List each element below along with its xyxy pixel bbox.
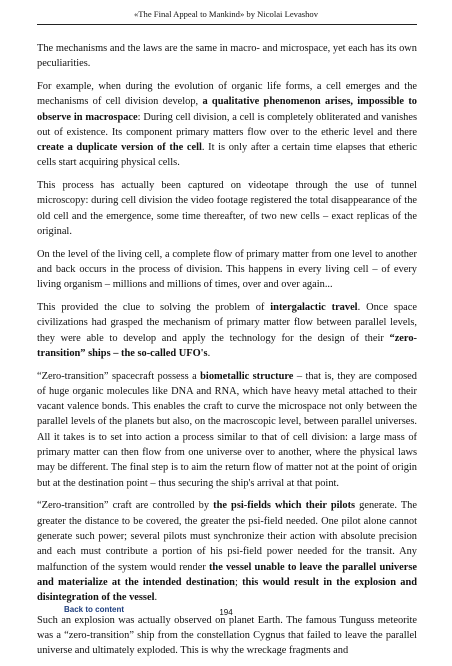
text-run: ; [234,576,243,588]
text-run: The mechanisms and the laws are the same in macro- and microspace, yet each has its own peculiarities. [37,43,417,70]
text-run: . [154,592,158,604]
body-paragraph [37,300,417,361]
text-run: For example, when during the evolution of organic life forms, a cell emerges and the mechanisms of cell division develop, [37,80,417,108]
emphasized-text: a qualitative phenomenon arises, impossible to observe in macrospace [37,96,417,123]
header-rule [37,24,417,25]
text-run: – that is, they are composed of huge organic molecules like DNA and RNA, which have heavy metal attached to their vacant valence bonds. This enables the craft to curve the microspace not only between the parallel levels of the planets but also, on the macroscopic level, between parallel universes. All it takes is to set into action a process similar to that of cell division: a large mass of primary matter can then flow from one universe over to another, where the physical laws may be different. The final step is to aim the return flow of matter not at the point of origin but at the destination point – thus securing the ship's arrival at that point. [37,370,417,489]
text-run: “Zero-transition” spacecraft possess a [37,370,201,382]
body-paragraph [37,79,417,171]
body-paragraph [37,498,417,605]
text-run: . [207,347,211,359]
text-run: . It is only after a certain time elapses that etheric cells start acquiring physical cells. [37,142,417,169]
emphasized-text: the vessel unable to leave the parallel universe and materialize at the intended destination [37,561,417,588]
body-paragraph [37,369,417,491]
emphasized-text: biometallic structure [200,370,294,382]
emphasized-text: create a duplicate version of the cell [37,142,202,154]
text-run: “Zero-transition” craft are controlled by [37,500,214,512]
emphasized-text: intergalactic travel [270,302,358,314]
body-paragraph [37,178,417,239]
page-body [37,41,417,666]
text-run: This provided the clue to solving the problem of [37,302,271,314]
text-run: : During cell division, a cell is completely obliterated and vanishes out of existence. Its component primary matters flow over to the etheric level and there [37,111,418,138]
text-run: . Once space civilizations had grasped the mechanism of primary matter flow between parallel levels, they were able to develop and apply the technology for the design of their [37,302,418,344]
body-paragraph [37,247,417,293]
text-run: This process has actually been captured on videotape through the use of tunnel microscopy: during cell division the video footage registered the total disappearance of the old cell and the emergence, some time thereafter, of two new cells – exact replicas of the original. [37,180,417,238]
back-to-content-link[interactable]: Back to content [64,605,125,614]
emphasized-text: this would result in the explosion and disintegration of the vessel [37,576,418,604]
emphasized-text: the psi-fields which their pilots [213,500,356,512]
body-paragraph [37,41,417,72]
page-number: 194 [219,608,233,617]
running-header: «The Final Appeal to Mankind» by Nicolai Levashov [133,9,318,19]
body-paragraph [37,613,417,659]
text-run: On the level of the living cell, a complete flow of primary matter from one level to another and back occurs in the process of division. This happens in every living cell – of every living organism – millions and millions of times, over and over again... [37,248,417,291]
text-run: generate. The greater the distance to be covered, the greater the psi-field needed. One pilot alone cannot generate such power; several pilots must synchronize their action with absolute precision and each must contribute a portion of his psi-field power needed for the transit. Any malfunction of the system would render [37,500,417,573]
text-run: Such an explosion was actually observed on planet Earth. The famous Tunguss meteorite was a “zero-transition” ship from the constellation Cygnus that failed to leave the parallel universe and ultimately exploded. This is why the wreckage fragments and [37,614,417,657]
emphasized-text: “zero-transition” ships – the so-called UFO's [37,332,417,359]
